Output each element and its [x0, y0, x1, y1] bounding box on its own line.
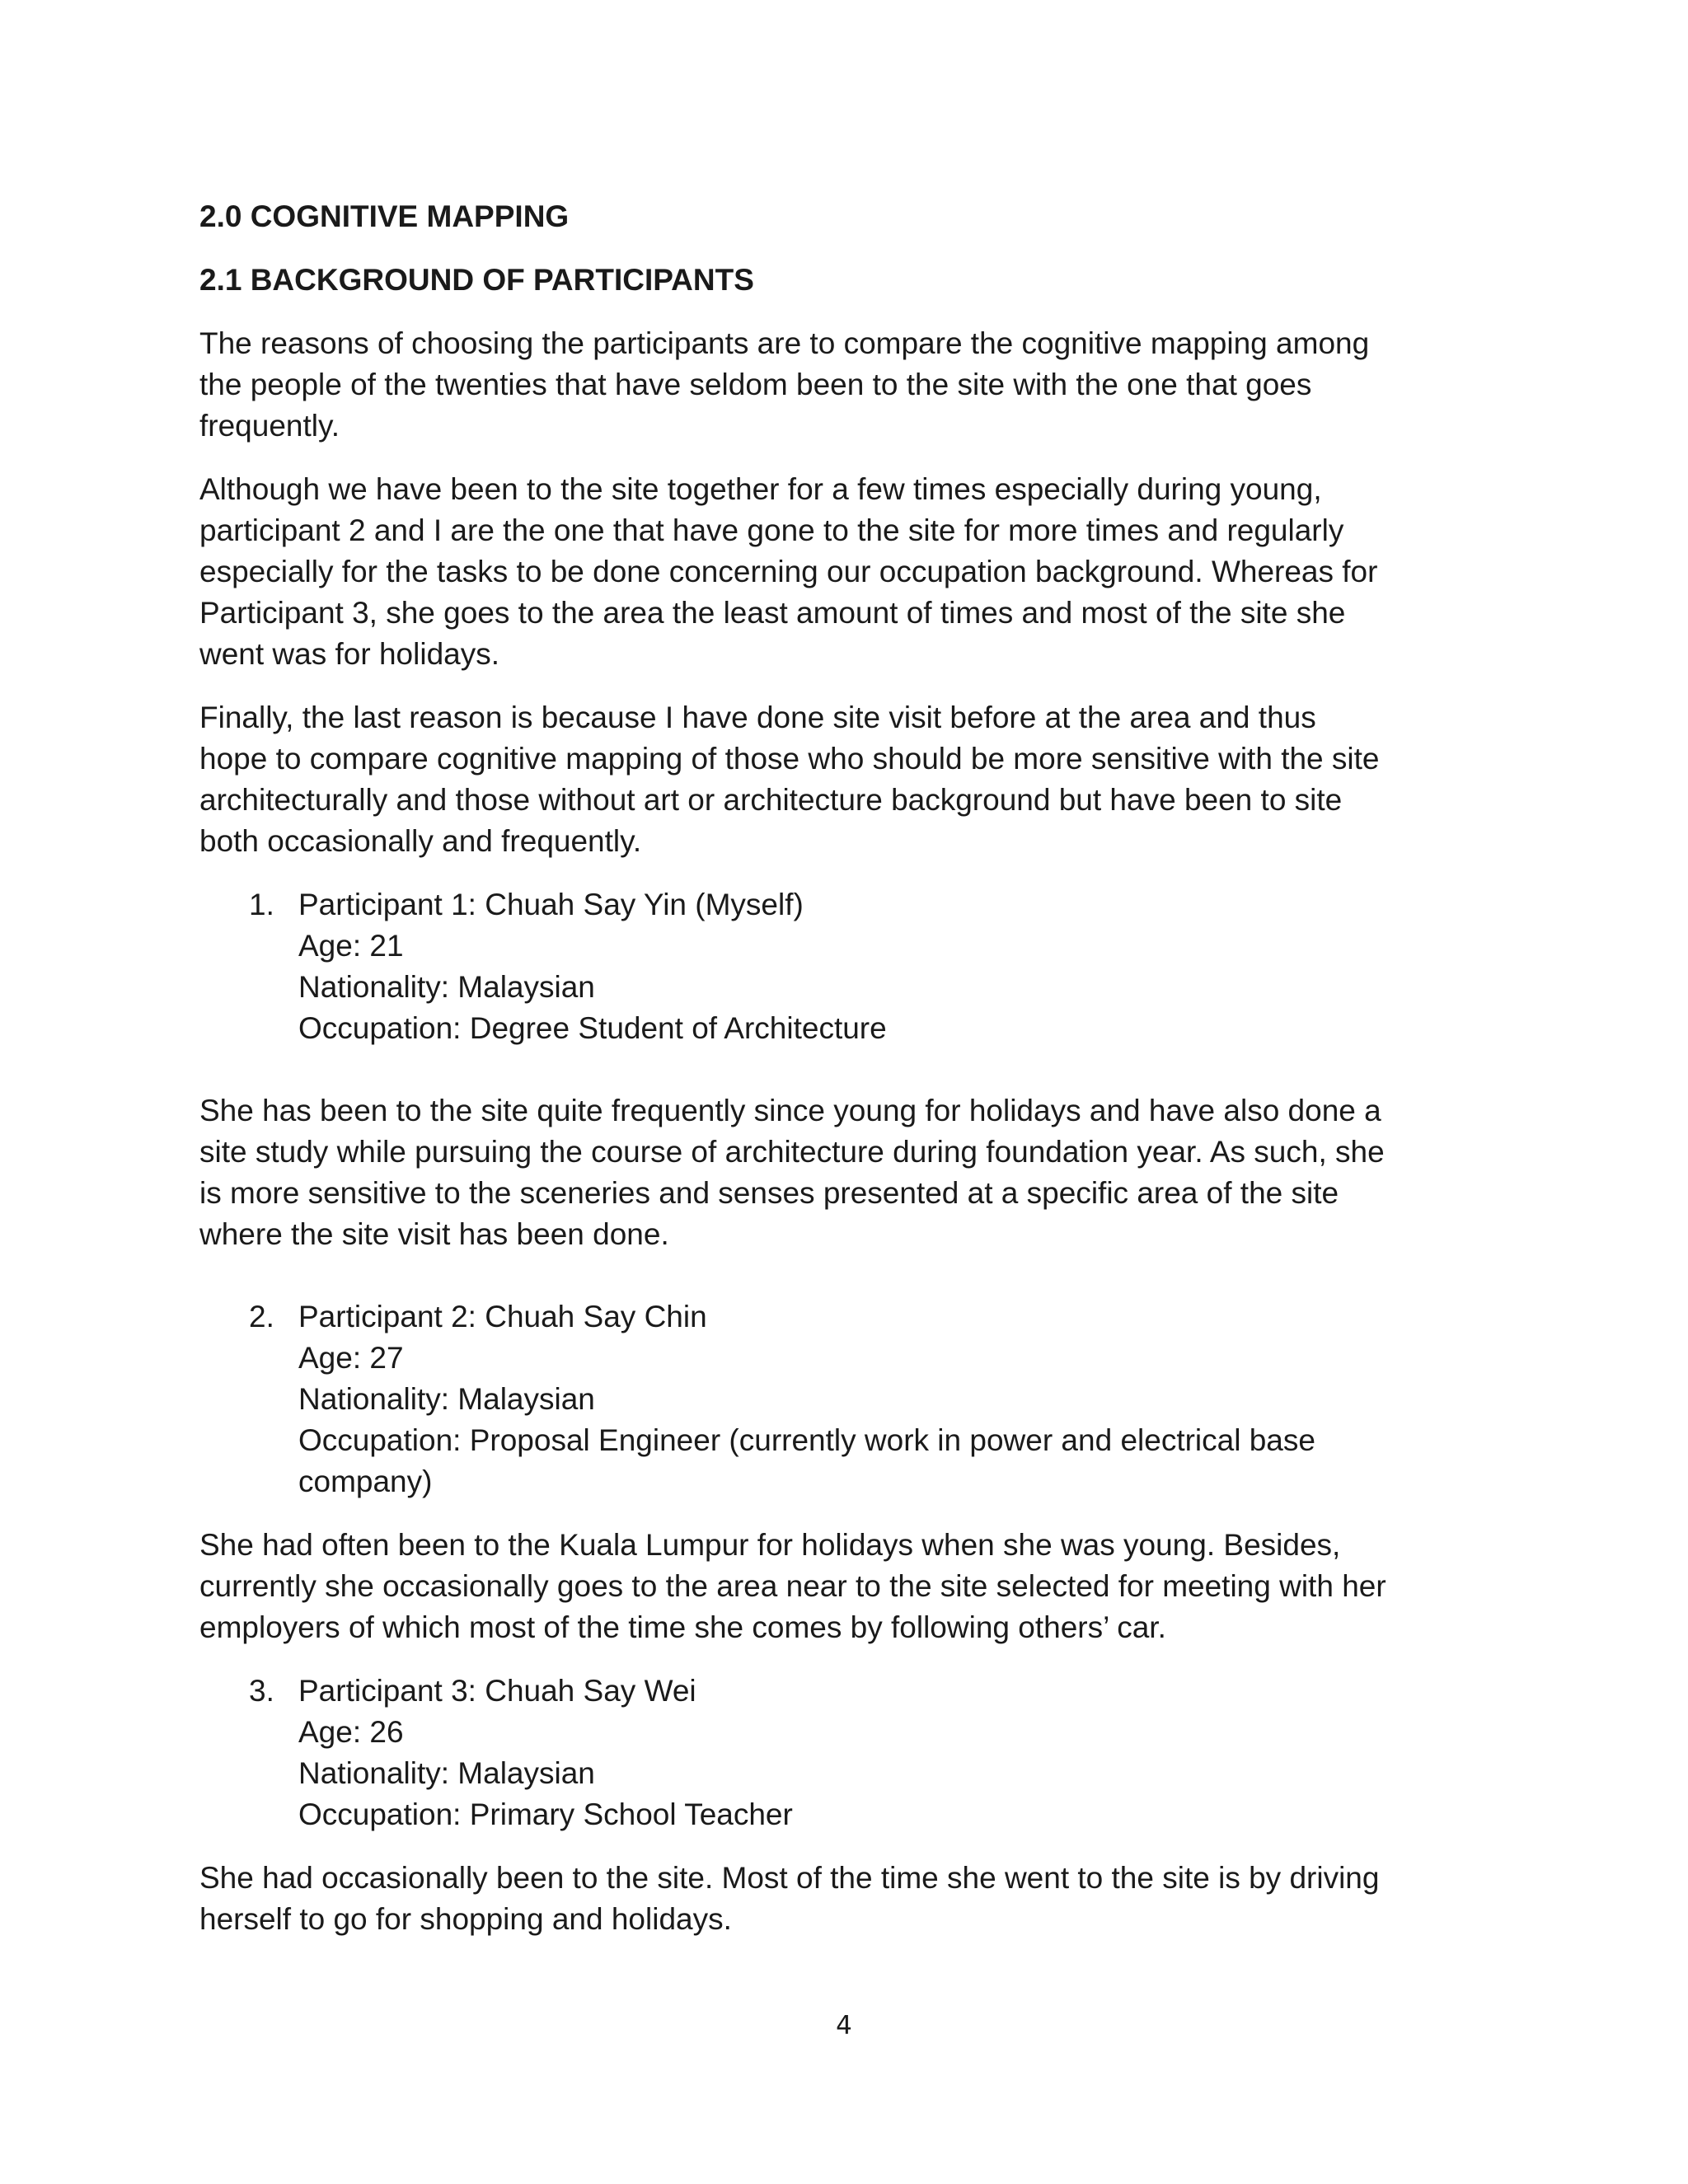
text-line: She had occasionally been to the site. Most of the time she went to the site is by driving: [199, 1861, 1380, 1895]
text-line: Participant 3, she goes to the area the least amount of times and most of the site she: [199, 596, 1346, 630]
text-line: herself to go for shopping and holidays.: [199, 1902, 732, 1936]
text-line: hope to compare cognitive mapping of those who should be more sensitive with the site: [199, 742, 1380, 776]
visit-frequency-paragraph: [199, 469, 1518, 675]
section-title: 2.0 COGNITIVE MAPPING: [199, 199, 570, 233]
participant-name: Participant 2: Chuah Say Chin: [298, 1300, 707, 1333]
document-page: [199, 196, 1518, 1962]
text-line: participant 2 and I are the one that have gone to the site for more times and regularly: [199, 513, 1344, 547]
list-number: 3.: [249, 1674, 274, 1708]
text-line: is more sensitive to the sceneries and senses presented at a specific area of the site: [199, 1176, 1339, 1210]
text-line: She had often been to the Kuala Lumpur for holidays when she was young. Besides,: [199, 1528, 1341, 1562]
text-line: both occasionally and frequently.: [199, 824, 642, 858]
page-number: 4: [836, 2011, 852, 2041]
participant-1-description: [199, 1090, 1518, 1255]
participant-nationality: Nationality: Malaysian: [298, 1382, 595, 1416]
text-line: She has been to the site quite frequently since young for holidays and have also done a: [199, 1094, 1381, 1127]
participant-nationality: Nationality: Malaysian: [298, 1756, 595, 1790]
text-line: site study while pursuing the course of architecture during foundation year. As such, she: [199, 1135, 1385, 1169]
participant-occupation: Occupation: Primary School Teacher: [298, 1797, 793, 1831]
participant-3-item: [199, 1671, 1518, 1835]
participant-age: Age: 27: [298, 1341, 404, 1375]
text-line: went was for holidays.: [199, 637, 500, 671]
participant-name: Participant 3: Chuah Say Wei: [298, 1674, 696, 1708]
text-line: frequently.: [199, 409, 340, 443]
text-line: especially for the tasks to be done concerning our occupation background. Whereas for: [199, 555, 1378, 588]
text-line: the people of the twenties that have seldom been to the site with the one that goes: [199, 368, 1312, 401]
list-number: 2.: [249, 1300, 274, 1333]
list-number: 1.: [249, 888, 274, 921]
participant-occupation-cont: company): [298, 1465, 433, 1498]
final-reason-paragraph: [199, 697, 1518, 862]
participant-2-item: [199, 1296, 1518, 1502]
participant-age: Age: 26: [298, 1715, 404, 1749]
participant-3-description: [199, 1858, 1518, 1940]
text-line: employers of which most of the time she comes by following others’ car.: [199, 1610, 1166, 1644]
participant-nationality: Nationality: Malaysian: [298, 970, 595, 1004]
participant-occupation: Occupation: Degree Student of Architecture: [298, 1011, 887, 1045]
intro-paragraph: [199, 323, 1518, 447]
participant-name: Participant 1: Chuah Say Yin (Myself): [298, 888, 804, 921]
text-line: architecturally and those without art or architecture background but have been to site: [199, 783, 1343, 817]
text-line: The reasons of choosing the participants are to compare the cognitive mapping among: [199, 326, 1370, 360]
text-line: currently she occasionally goes to the area near to the site selected for meeting with her: [199, 1569, 1386, 1603]
text-line: Finally, the last reason is because I have done site visit before at the area and thus: [199, 701, 1316, 734]
text-line: Although we have been to the site together for a few times especially during young,: [199, 472, 1322, 506]
text-line: where the site visit has been done.: [199, 1217, 669, 1251]
subsection-title: 2.1 BACKGROUND OF PARTICIPANTS: [199, 263, 754, 297]
participant-age: Age: 21: [298, 929, 404, 963]
participant-1-item: [199, 884, 1518, 1049]
participant-occupation: Occupation: Proposal Engineer (currently work in power and electrical base: [298, 1423, 1315, 1457]
participant-2-description: [199, 1525, 1518, 1648]
